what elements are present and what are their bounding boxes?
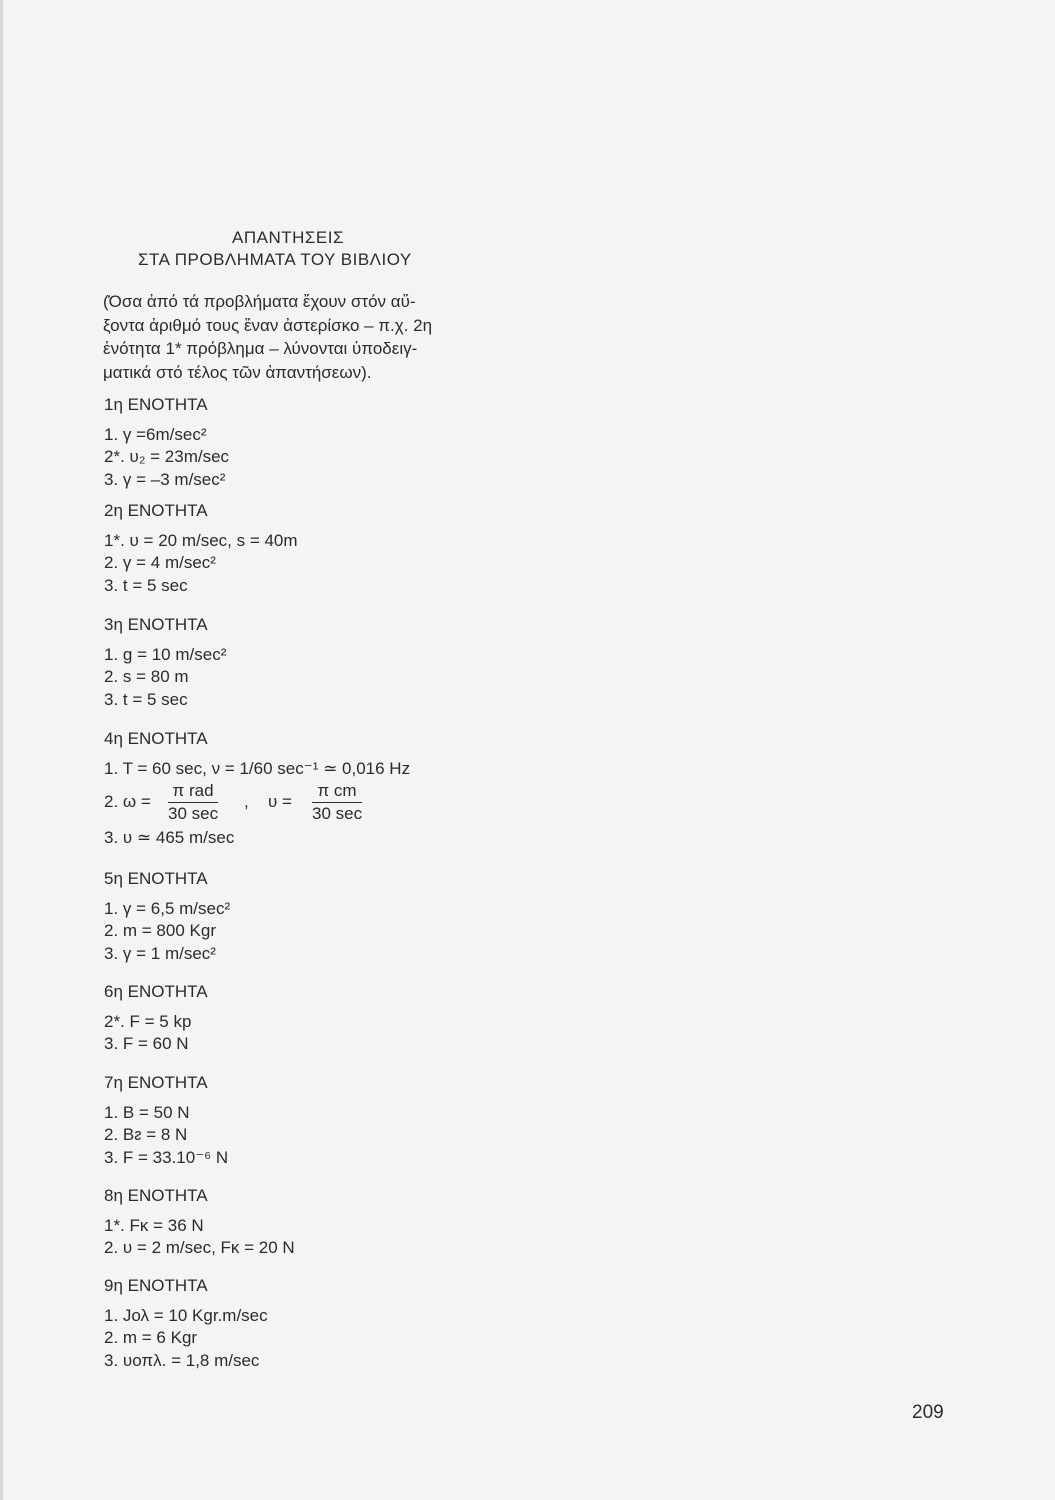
section-heading: 7η ΕΝΟΤΗΤΑ [104,1073,208,1092]
section-heading: 3η ΕΝΟΤΗΤΑ [104,615,208,634]
intro-line: ἑνότητα 1* πρόβλημα – λύνονται ὑποδειγ- [103,339,418,358]
answer-line: 3. t = 5 sec [104,576,188,596]
section-heading: 6η ΕΝΟΤΗΤΑ [104,982,208,1001]
page-number: 209 [912,1402,944,1423]
page-edge-shadow [0,0,3,1500]
fraction-denominator: 30 sec [168,804,219,823]
answer-line: 2*. F = 5 kp [104,1011,192,1031]
answer-line: 1. B = 50 N [104,1102,190,1122]
section-heading: 1η ΕΝΟΤΗΤΑ [104,395,208,414]
intro-line: ξοντα ἀριθμό τους ἕναν ἀστερίσκο – π.χ. 2η [103,315,433,335]
answer-line-fraction [104,792,151,812]
answer-line: 3. F = 60 N [104,1034,189,1054]
answer-line: 1. γ =6m/sec² [104,424,207,444]
section-2 [104,500,298,598]
fraction-denominator: 30 sec [312,804,363,823]
answer-line: 1*. Fᴋ = 36 N [104,1215,204,1235]
section-1 [104,394,229,492]
answer-line: 3. γ = 1 m/sec² [104,944,216,964]
section-heading: 5η ΕΝΟΤΗΤΑ [104,869,208,888]
page-subtitle: ΣΤΑ ΠΡΟΒΛΗΜΑΤΑ ΤΟΥ ΒΙΒΛΙΟΥ [138,250,412,269]
answer-line: 1. T = 60 sec, ν = 1/60 sec⁻¹ ≃ 0,016 Hz [104,758,411,778]
section-heading: 4η ΕΝΟΤΗΤΑ [104,729,208,748]
intro-line: (Όσα ἀπό τά προβλήματα ἔχουν στόν αὔ- [103,292,416,311]
answer-line: 3. t = 5 sec [104,690,188,710]
answer-mid-label: υ = [268,792,292,811]
answer-line: 2. s = 80 m [104,667,189,687]
section-6 [104,981,208,1056]
page-title: ΑΠΑΝΤΗΣΕΙΣ [232,228,344,247]
answer-line: 3. υ ≃ 465 m/sec [104,828,235,847]
separator: , [244,792,249,811]
fraction-velocity [312,781,362,824]
section-8 [104,1185,295,1260]
intro-paragraph [103,290,503,384]
fraction-omega [168,781,218,824]
fraction-numerator: π cm [312,781,362,803]
answer-line: 1. Jολ = 10 Kgr.m/sec [104,1305,268,1325]
section-7 [104,1072,228,1170]
answer-line: 2*. υ₂ = 23m/sec [104,447,230,467]
section-heading: 2η ΕΝΟΤΗΤΑ [104,501,208,520]
section-5 [104,868,230,966]
answer-prefix: 2. ω = [104,792,151,811]
intro-line: ματικά στό τέλος τῶν ἀπαντήσεων). [103,362,372,382]
section-4 [104,728,410,780]
answer-line: 1. g = 10 m/sec² [104,644,227,664]
answer-line: 2. γ = 4 m/sec² [104,553,216,573]
answer-line: 2. Bᴤ = 8 N [104,1125,188,1145]
answer-line: 2. m = 800 Kgr [104,921,216,941]
answer-line: 2. m = 6 Kgr [104,1328,198,1348]
answer-line: 3. γ = –3 m/sec² [104,470,226,490]
section-3 [104,614,226,712]
section-heading: 8η ΕΝΟΤΗΤΑ [104,1186,208,1205]
answer-line: 1*. υ = 20 m/sec, s = 40m [104,530,298,550]
fraction-numerator: π rad [168,781,218,803]
answer-line: 3. F = 33.10⁻⁶ N [104,1148,229,1168]
answer-line: 1. γ = 6,5 m/sec² [104,898,231,918]
section-9 [104,1275,268,1373]
section-heading: 9η ΕΝΟΤΗΤΑ [104,1276,208,1295]
answer-line: 3. υοπλ. = 1,8 m/sec [104,1351,260,1371]
answer-line: 2. υ = 2 m/sec, Fᴋ = 20 N [104,1238,295,1258]
